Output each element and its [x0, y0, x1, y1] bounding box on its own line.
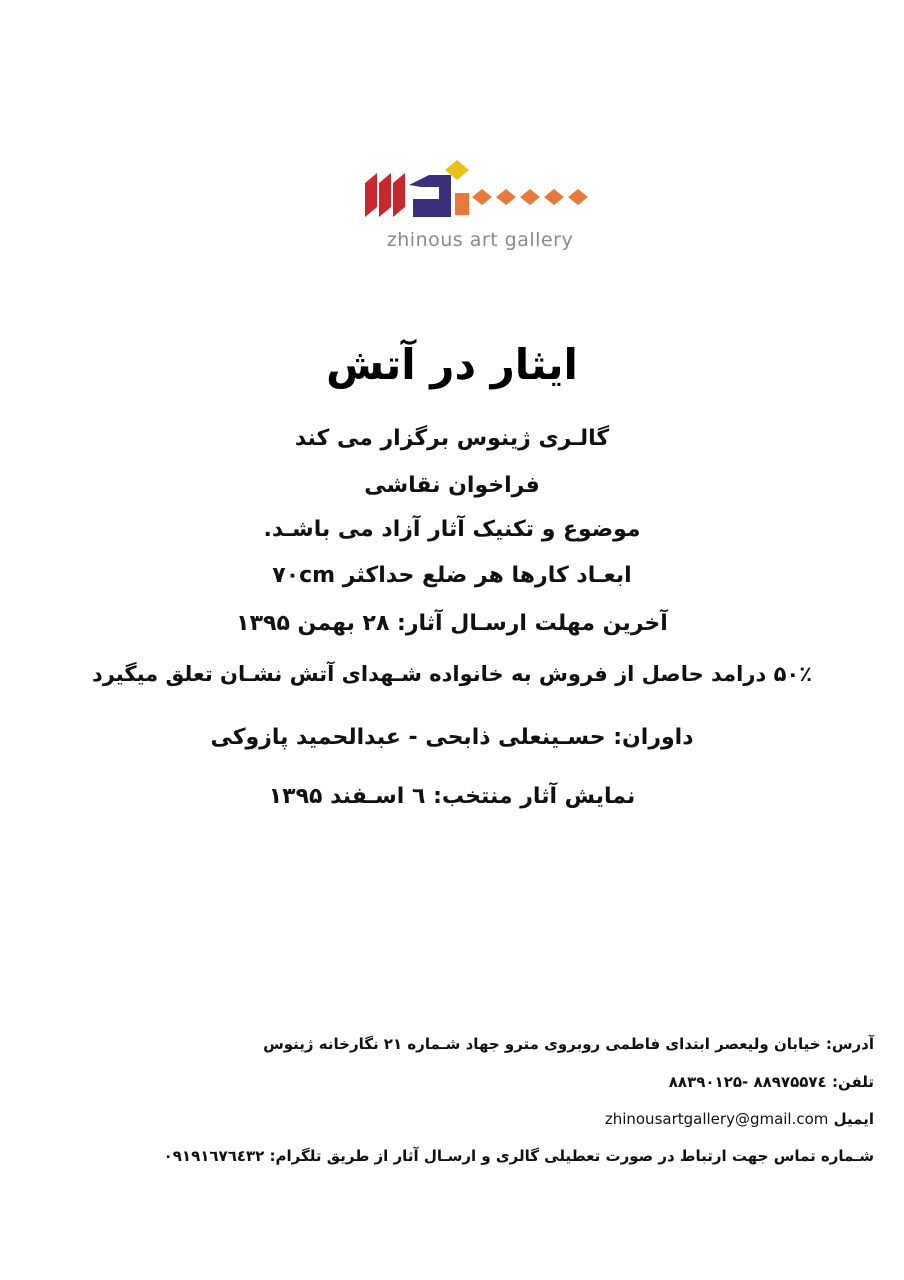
deadline-line: آخرین مهلت ارسـال آثار: ۲۸ بهمن ۱۳۹۵: [236, 611, 668, 636]
email-label: ایمیل: [833, 1110, 874, 1128]
organizer-line: گالـری ژینوس برگزار می کند: [294, 426, 610, 451]
logo-orange-diamond-5: [568, 189, 588, 205]
gallery-logo: [355, 155, 605, 260]
logo-orange-diamond-1: [472, 189, 492, 205]
address-text: آدرس: خیابان ولیعصر ابتدای فاطمی روبروی مترو جهاد شـماره ۲۱ نگارخانه ژینوس: [263, 1035, 874, 1053]
logo-caption: zhinous art gallery: [386, 229, 574, 251]
logo-mark: [355, 155, 605, 230]
theme-line: موضوع و تکنیک آثار آزاد می باشـد.: [263, 517, 641, 542]
call-line: فراخوان نقاشی: [364, 473, 540, 498]
logo-orange-diamond-3: [520, 189, 540, 205]
logo-red-block-2: [379, 173, 391, 217]
revenue-line: ۵۰٪ درامد حاصل از فروش به خانواده شـهدای آتش نشـان تعلق میگیرد: [91, 662, 813, 686]
logo-orange-diamond-4: [544, 189, 564, 205]
logo-red-block-3: [393, 173, 405, 217]
judges-line: داوران: حسـینعلی ذابحی - عبدالحمید پازوکی: [210, 725, 694, 750]
logo-blue-shape: [409, 175, 451, 217]
email-row: [605, 1107, 874, 1131]
logo-orange-diamond-2: [496, 189, 516, 205]
logo-red-block-1: [365, 173, 377, 217]
exhibition-line: نمایش آثار منتخب: ٦ اسـفند ۱۳۹۵: [268, 784, 636, 809]
dimensions-line: ابعـاد کارها هر ضلع حداکثر ۷۰cm: [272, 563, 632, 588]
email-link[interactable]: zhinousartgallery@gmail.com: [604, 1110, 829, 1128]
logo-orange-bar: [455, 193, 469, 215]
page-title: ایثار در آتش: [326, 340, 578, 389]
telegram-text: شـماره تماس جهت ارتباط در صورت تعطیلی گالری و ارسـال آثار از طریق تلگرام: ۰۹۱۹۱٦۷٦٤۳۲: [163, 1147, 874, 1165]
phone-text: تلفن: ۸۸۹۷۵۵۷٤ -۸۸۳۹۰۱۲۵: [668, 1073, 874, 1091]
